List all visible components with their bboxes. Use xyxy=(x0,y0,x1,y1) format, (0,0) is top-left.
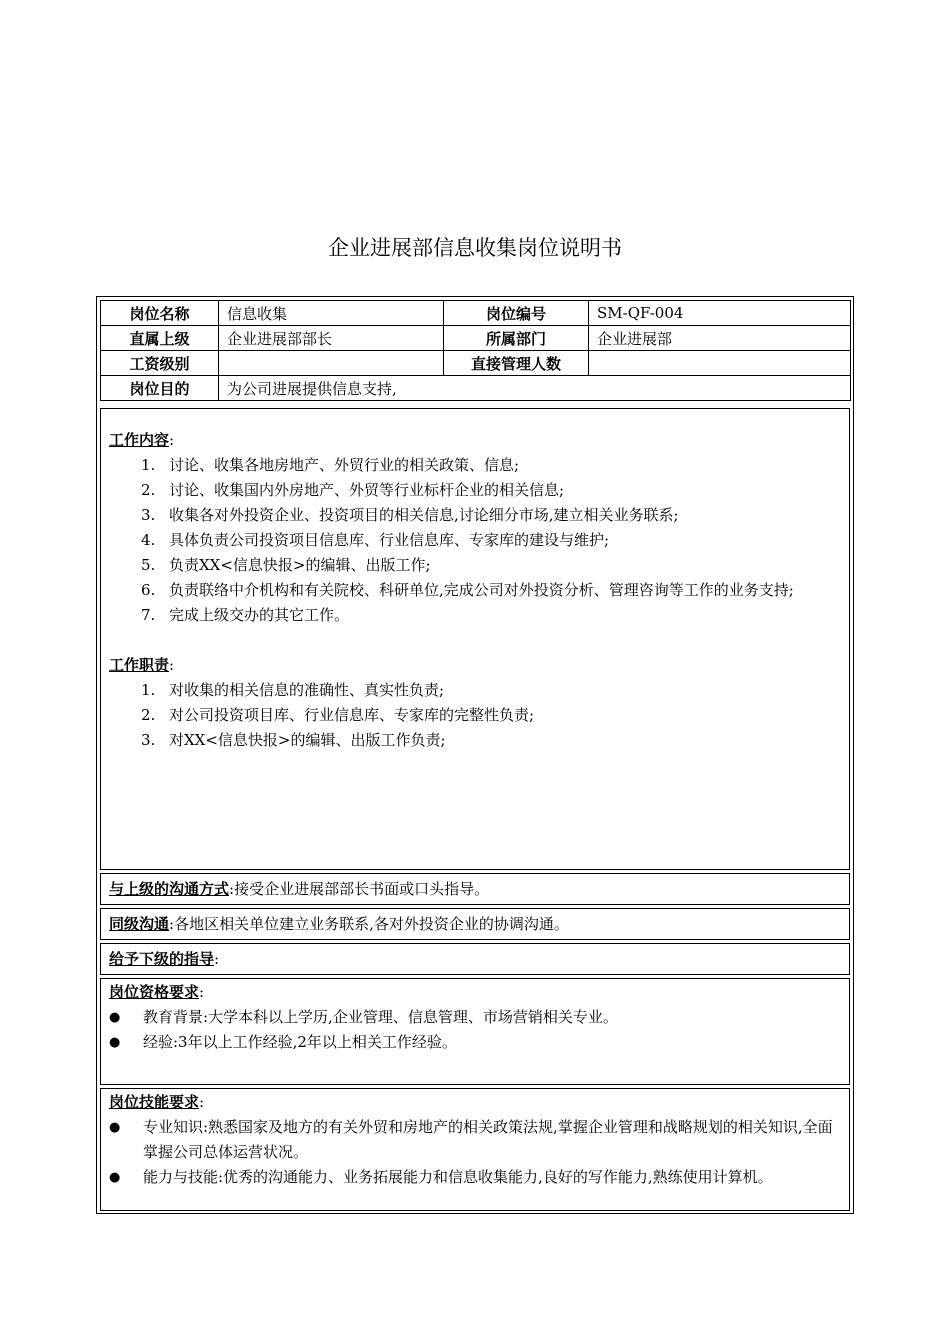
subordinate-guidance-heading: 给予下级的指导 xyxy=(109,950,215,968)
qualification-section: 岗位资格要求: ● 教育背景:大学本科以上学历,企业管理、信息管理、市场营销相关专业。 ● 经验:3年以上工作经验,2年以上相关工作经验。 xyxy=(100,978,850,1085)
superior-value: 企业进展部部长 xyxy=(219,326,444,351)
direct-reports-label: 直接管理人数 xyxy=(444,351,589,376)
work-duty-heading-line: 工作职责: xyxy=(109,656,175,674)
table-row xyxy=(101,351,851,376)
superior-communication-heading: 与上级的沟通方式 xyxy=(109,880,230,898)
salary-level-value xyxy=(219,351,444,376)
work-duty-heading: 工作职责 xyxy=(109,656,170,674)
qualification-list xyxy=(109,1005,841,1055)
skills-section: 岗位技能要求: ● 专业知识:熟悉国家及地方的有关外贸和房地产的相关政策法规,掌握企业管理和战略规划的相关知识,全面掌握公司总体运营状况。 ● 能力与技能:优秀的沟通能力、业务拓展能力和信息收集能力,良好的写作能力,熟练使用计算机。 xyxy=(100,1088,850,1211)
department-label: 所属部门 xyxy=(444,326,589,351)
superior-communication-text: 接受企业进展部部长书面或口头指导。 xyxy=(234,880,490,898)
list-item: 5. 负责XX<信息快报>的编辑、出版工作; xyxy=(141,556,431,574)
direct-reports-value xyxy=(589,351,851,376)
peer-communication-heading: 同级沟通 xyxy=(109,915,170,933)
table-row xyxy=(101,376,851,401)
purpose-value: 为公司进展提供信息支持, xyxy=(219,376,851,401)
work-duty-list xyxy=(109,678,841,753)
purpose-label: 岗位目的 xyxy=(101,376,219,401)
list-item: 2. 对公司投资项目库、行业信息库、专家库的完整性负责; xyxy=(141,706,535,724)
bullet-icon: ● xyxy=(109,1170,121,1185)
peer-communication-section: 同级沟通:各地区相关单位建立业务联系,各对外投资企业的协调沟通。 xyxy=(100,908,850,940)
work-content-heading-line: 工作内容: xyxy=(109,431,175,449)
list-item: ● 教育背景:大学本科以上学历,企业管理、信息管理、市场营销相关专业。 xyxy=(109,1005,841,1030)
work-content-heading: 工作内容 xyxy=(109,431,170,449)
skills-heading: 岗位技能要求 xyxy=(109,1093,200,1111)
superior-label: 直属上级 xyxy=(101,326,219,351)
basic-info-table xyxy=(100,300,851,401)
bullet-icon: ● xyxy=(109,1010,121,1025)
table-row xyxy=(101,301,851,326)
peer-communication-text: 各地区相关单位建立业务联系,各对外投资企业的协调沟通。 xyxy=(174,915,569,933)
list-item: 6. 负责联络中介机构和有关院校、科研单位,完成公司对外投资分析、管理咨询等工作的业务支持; xyxy=(141,581,794,599)
bullet-icon: ● xyxy=(109,1120,121,1135)
list-item: ● 能力与技能:优秀的沟通能力、业务拓展能力和信息收集能力,良好的写作能力,熟练使用计算机。 xyxy=(109,1165,841,1190)
salary-level-label: 工资级别 xyxy=(101,351,219,376)
list-item: 4. 具体负责公司投资项目信息库、行业信息库、专家库的建设与维护; xyxy=(141,531,610,549)
list-item: ● 经验:3年以上工作经验,2年以上相关工作经验。 xyxy=(109,1030,841,1055)
position-code-value: SM-QF-004 xyxy=(589,301,851,326)
list-item: 1. 对收集的相关信息的准确性、真实性负责; xyxy=(141,681,445,699)
list-item: 7. 完成上级交办的其它工作。 xyxy=(141,606,350,624)
skills-list xyxy=(109,1115,841,1190)
list-item: ● 专业知识:熟悉国家及地方的有关外贸和房地产的相关政策法规,掌握企业管理和战略规划的相关知识,全面掌握公司总体运营状况。 xyxy=(109,1115,841,1165)
page-title: 企业进展部信息收集岗位说明书 xyxy=(328,236,622,260)
table-row xyxy=(101,326,851,351)
qualification-heading: 岗位资格要求 xyxy=(109,983,200,1001)
duties-section xyxy=(100,408,850,870)
bullet-icon: ● xyxy=(109,1035,121,1050)
superior-communication-section: 与上级的沟通方式:接受企业进展部部长书面或口头指导。 xyxy=(100,873,850,905)
position-code-label: 岗位编号 xyxy=(444,301,589,326)
department-value: 企业进展部 xyxy=(589,326,851,351)
list-item: 3. 对XX<信息快报>的编辑、出版工作负责; xyxy=(141,731,446,749)
subordinate-guidance-section: 给予下级的指导: xyxy=(100,943,850,975)
work-content-list xyxy=(109,453,841,628)
job-description-form xyxy=(96,296,854,1214)
list-item: 1. 讨论、收集各地房地产、外贸行业的相关政策、信息; xyxy=(141,456,520,474)
position-name-label: 岗位名称 xyxy=(101,301,219,326)
list-item: 3. 收集各对外投资企业、投资项目的相关信息,讨论细分市场,建立相关业务联系; xyxy=(141,506,679,524)
position-name-value: 信息收集 xyxy=(219,301,444,326)
list-item: 2. 讨论、收集国内外房地产、外贸等行业标杆企业的相关信息; xyxy=(141,481,565,499)
